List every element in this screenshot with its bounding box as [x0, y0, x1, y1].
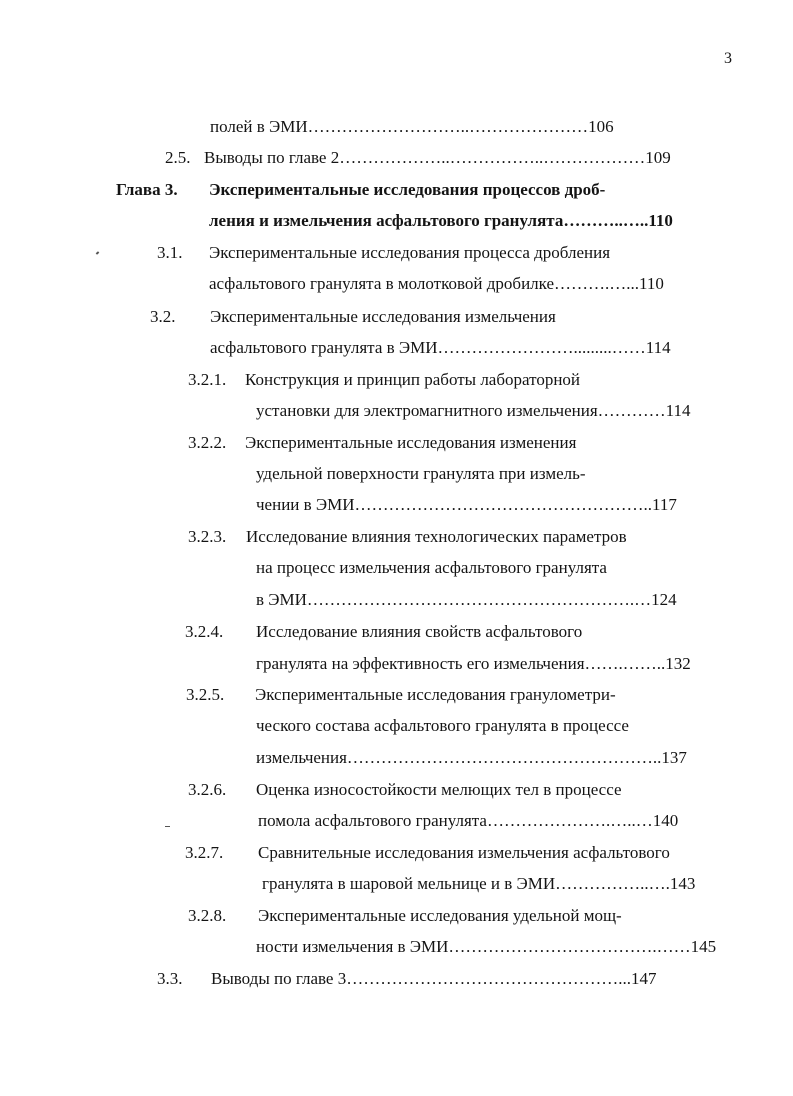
- toc-entry-number: 3.2.1.: [188, 370, 227, 389]
- toc-entry-title-line1: Сравнительные исследования измельчения асфальтового: [258, 843, 670, 862]
- toc-entry-number: 3.2.3.: [188, 527, 227, 546]
- scan-mark: [165, 826, 170, 827]
- toc-entry-number: 3.1.: [157, 243, 183, 262]
- toc-entry-number: 3.2.6.: [188, 780, 227, 799]
- toc-entry-title-line2: ности измельчения в ЭМИ……………………………….……145: [256, 937, 717, 956]
- toc-entry-title-line1: Экспериментальные исследования гранулометри-: [255, 685, 616, 704]
- toc-entry-number: 3.2.5.: [186, 685, 225, 704]
- toc-entry-title-line2: гранулята на эффективность его измельчения…….……..132: [256, 654, 691, 673]
- toc-entry-number: 3.3.: [157, 969, 183, 988]
- toc-entry-title-line1: Экспериментальные исследования изменения: [245, 433, 577, 452]
- toc-entry-continuation: полей в ЭМИ………………………..…………………106: [210, 117, 614, 136]
- toc-entry-number: 3.2.8.: [188, 906, 227, 925]
- chapter-title-line2: ления и измельчения асфальтового гранулята………..…..110: [209, 211, 673, 230]
- toc-entry-title-line1: Исследование влияния технологических параметров: [246, 527, 627, 546]
- toc-entry-title: Выводы по главе 3…………………………………………...147: [211, 969, 657, 988]
- toc-entry-title-line2: гранулята в шаровой мельнице и в ЭМИ……………..….143: [262, 874, 696, 893]
- page-number: 3: [724, 50, 732, 67]
- toc-entry-title-line2: установки для электромагнитного измельчения…………114: [256, 401, 691, 420]
- toc-entry-title-line1: Оценка износостойкости мелющих тел в процессе: [256, 780, 622, 799]
- toc-entry-title-line2: удельной поверхности гранулята при измель-: [256, 464, 586, 483]
- toc-entry-title-line3: в ЭМИ………………………………………………….…124: [256, 590, 677, 609]
- toc-entry-number: 3.2.7.: [185, 843, 224, 862]
- toc-entry-title-line3: измельчения………………………………………………..137: [256, 748, 687, 767]
- toc-entry-title-line2: ческого состава асфальтового гранулята в процессе: [256, 716, 629, 735]
- toc-entry-number: 3.2.: [150, 307, 176, 326]
- toc-entry-title-line1: Исследование влияния свойств асфальтового: [256, 622, 583, 641]
- toc-entry-title-line1: Экспериментальные исследования удельной мощ-: [258, 906, 622, 925]
- scan-mark: [96, 251, 100, 254]
- toc-entry-title-line2: асфальтового гранулята в молотковой дробилке……….…...110: [209, 274, 664, 293]
- toc-entry-title-line2: на процесс измельчения асфальтового гранулята: [256, 558, 607, 577]
- toc-entry-title-line2: асфальтового гранулята в ЭМИ…………………….........……114: [210, 338, 671, 357]
- toc-entry-title-line1: Экспериментальные исследования измельчения: [210, 307, 556, 326]
- toc-entry-title-line3: чении в ЭМИ……………………………………………..117: [256, 495, 677, 514]
- toc-entry-number: 3.2.4.: [185, 622, 224, 641]
- toc-entry-title-line1: Конструкция и принцип работы лабораторной: [245, 370, 581, 389]
- chapter-title-line1: Экспериментальные исследования процессов дроб-: [209, 180, 606, 199]
- toc-entry-number: 3.2.2.: [188, 433, 227, 452]
- toc-entry-title-line2: помола асфальтового гранулята………………….…..…140: [258, 811, 679, 830]
- toc-entry-title-line1: Экспериментальные исследования процесса дробления: [209, 243, 611, 262]
- toc-entry-title: Выводы по главе 2………………..……………..………………109: [204, 148, 671, 167]
- chapter-number: Глава 3.: [116, 180, 178, 199]
- toc-entry-number: 2.5.: [165, 148, 191, 167]
